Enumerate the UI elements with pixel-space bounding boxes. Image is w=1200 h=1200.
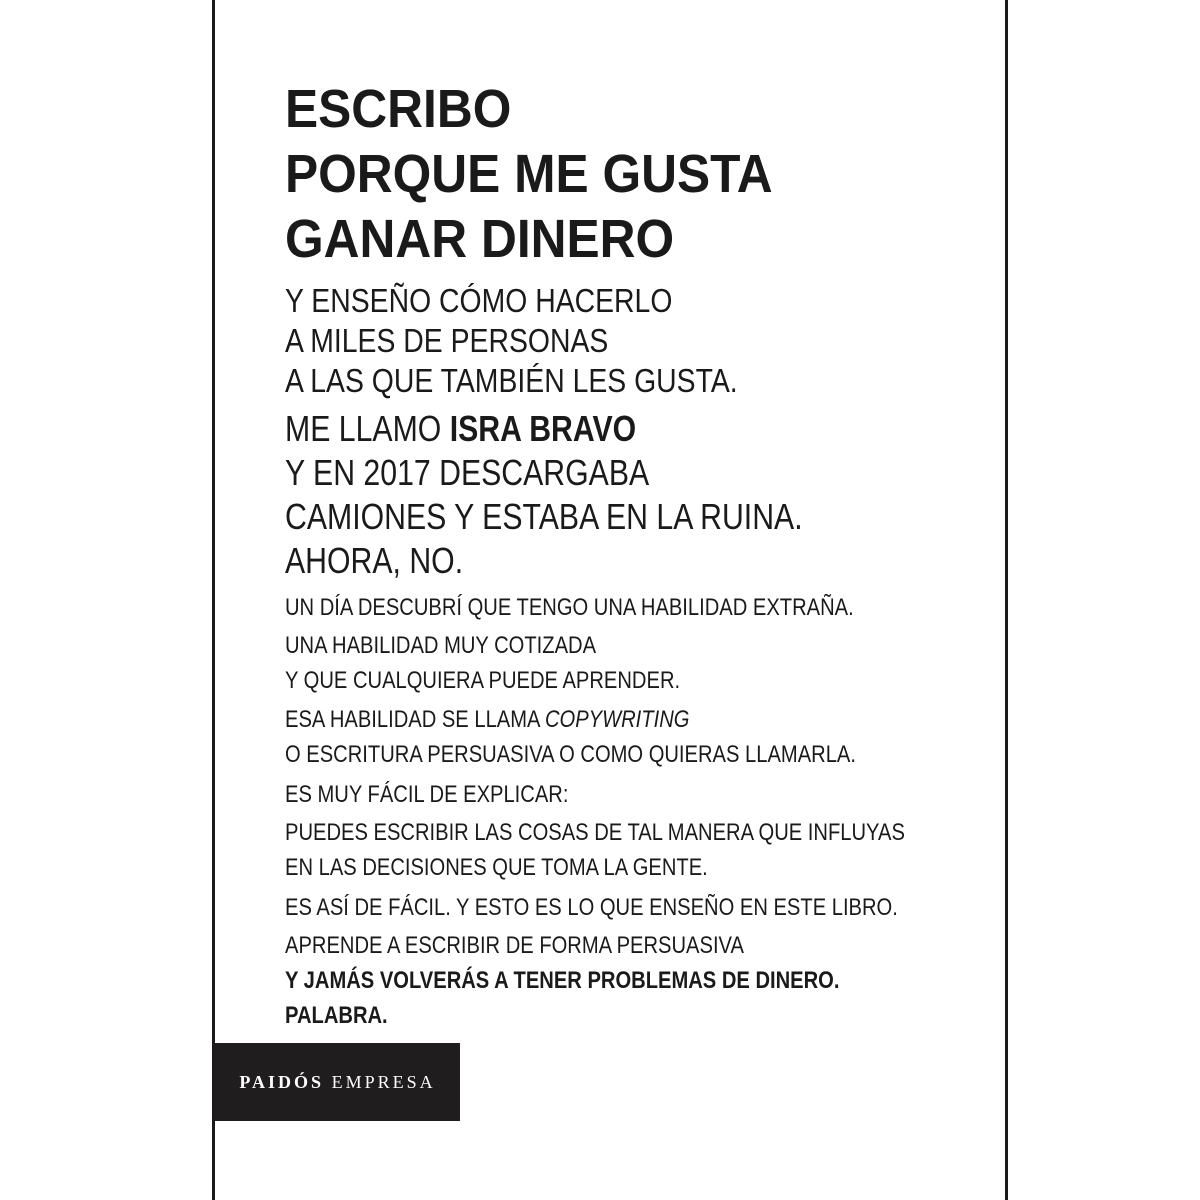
author-line-4: AHORA, NO. bbox=[285, 540, 464, 581]
body-paragraph-3a bbox=[285, 706, 689, 734]
author-name: ISRA BRAVO bbox=[449, 408, 637, 449]
title-line-2: PORQUE ME GUSTA bbox=[285, 144, 773, 204]
body-paragraph-4: ES MUY FÁCIL DE EXPLICAR: bbox=[285, 781, 569, 808]
copywriting-intro: ESA HABILIDAD SE LLAMA bbox=[285, 706, 545, 733]
body-paragraph-7b: Y JAMÁS VOLVERÁS A TENER PROBLEMAS DE DINERO. bbox=[285, 967, 840, 994]
publisher-imprint: EMPRESA bbox=[331, 1071, 436, 1092]
publisher-brand: PAIDÓS bbox=[239, 1071, 325, 1092]
body-paragraph-5b: EN LAS DECISIONES QUE TOMA LA GENTE. bbox=[285, 854, 708, 881]
intro-line-1: Y ENSEÑO CÓMO HACERLO bbox=[285, 282, 673, 319]
publisher-logo bbox=[215, 1043, 460, 1121]
title-line-3: GANAR DINERO bbox=[285, 209, 675, 269]
body-paragraph-7a: APRENDE A ESCRIBIR DE FORMA PERSUASIVA bbox=[285, 932, 744, 959]
intro-line-3: A LAS QUE TAMBIÉN LES GUSTA. bbox=[285, 362, 738, 399]
body-paragraph-2a: UNA HABILIDAD MUY COTIZADA bbox=[285, 632, 597, 659]
body-paragraph-3b: O ESCRITURA PERSUASIVA O COMO QUIERAS LLAMARLA. bbox=[285, 741, 856, 768]
body-paragraph-6: ES ASÍ DE FÁCIL. Y ESTO ES LO QUE ENSEÑO EN ESTE LIBRO. bbox=[285, 894, 898, 921]
author-line-2: Y EN 2017 DESCARGABA bbox=[285, 452, 650, 493]
title-line-1: ESCRIBO bbox=[285, 79, 512, 139]
body-paragraph-2b: Y QUE CUALQUIERA PUEDE APRENDER. bbox=[285, 667, 681, 694]
author-line-3: CAMIONES Y ESTABA EN LA RUINA. bbox=[285, 496, 803, 537]
book-cover bbox=[212, 0, 1008, 1200]
body-paragraph-1: UN DÍA DESCUBRÍ QUE TENGO UNA HABILIDAD EXTRAÑA. bbox=[285, 594, 854, 621]
body-paragraph-5a: PUEDES ESCRIBIR LAS COSAS DE TAL MANERA QUE INFLUYAS bbox=[285, 819, 905, 846]
copywriting-term: COPYWRITING bbox=[544, 706, 690, 733]
author-line-1 bbox=[285, 408, 636, 450]
intro-line-2: A MILES DE PERSONAS bbox=[285, 322, 609, 359]
author-intro-text: ME LLAMO bbox=[285, 408, 450, 449]
body-paragraph-7c: PALABRA. bbox=[285, 1002, 388, 1029]
